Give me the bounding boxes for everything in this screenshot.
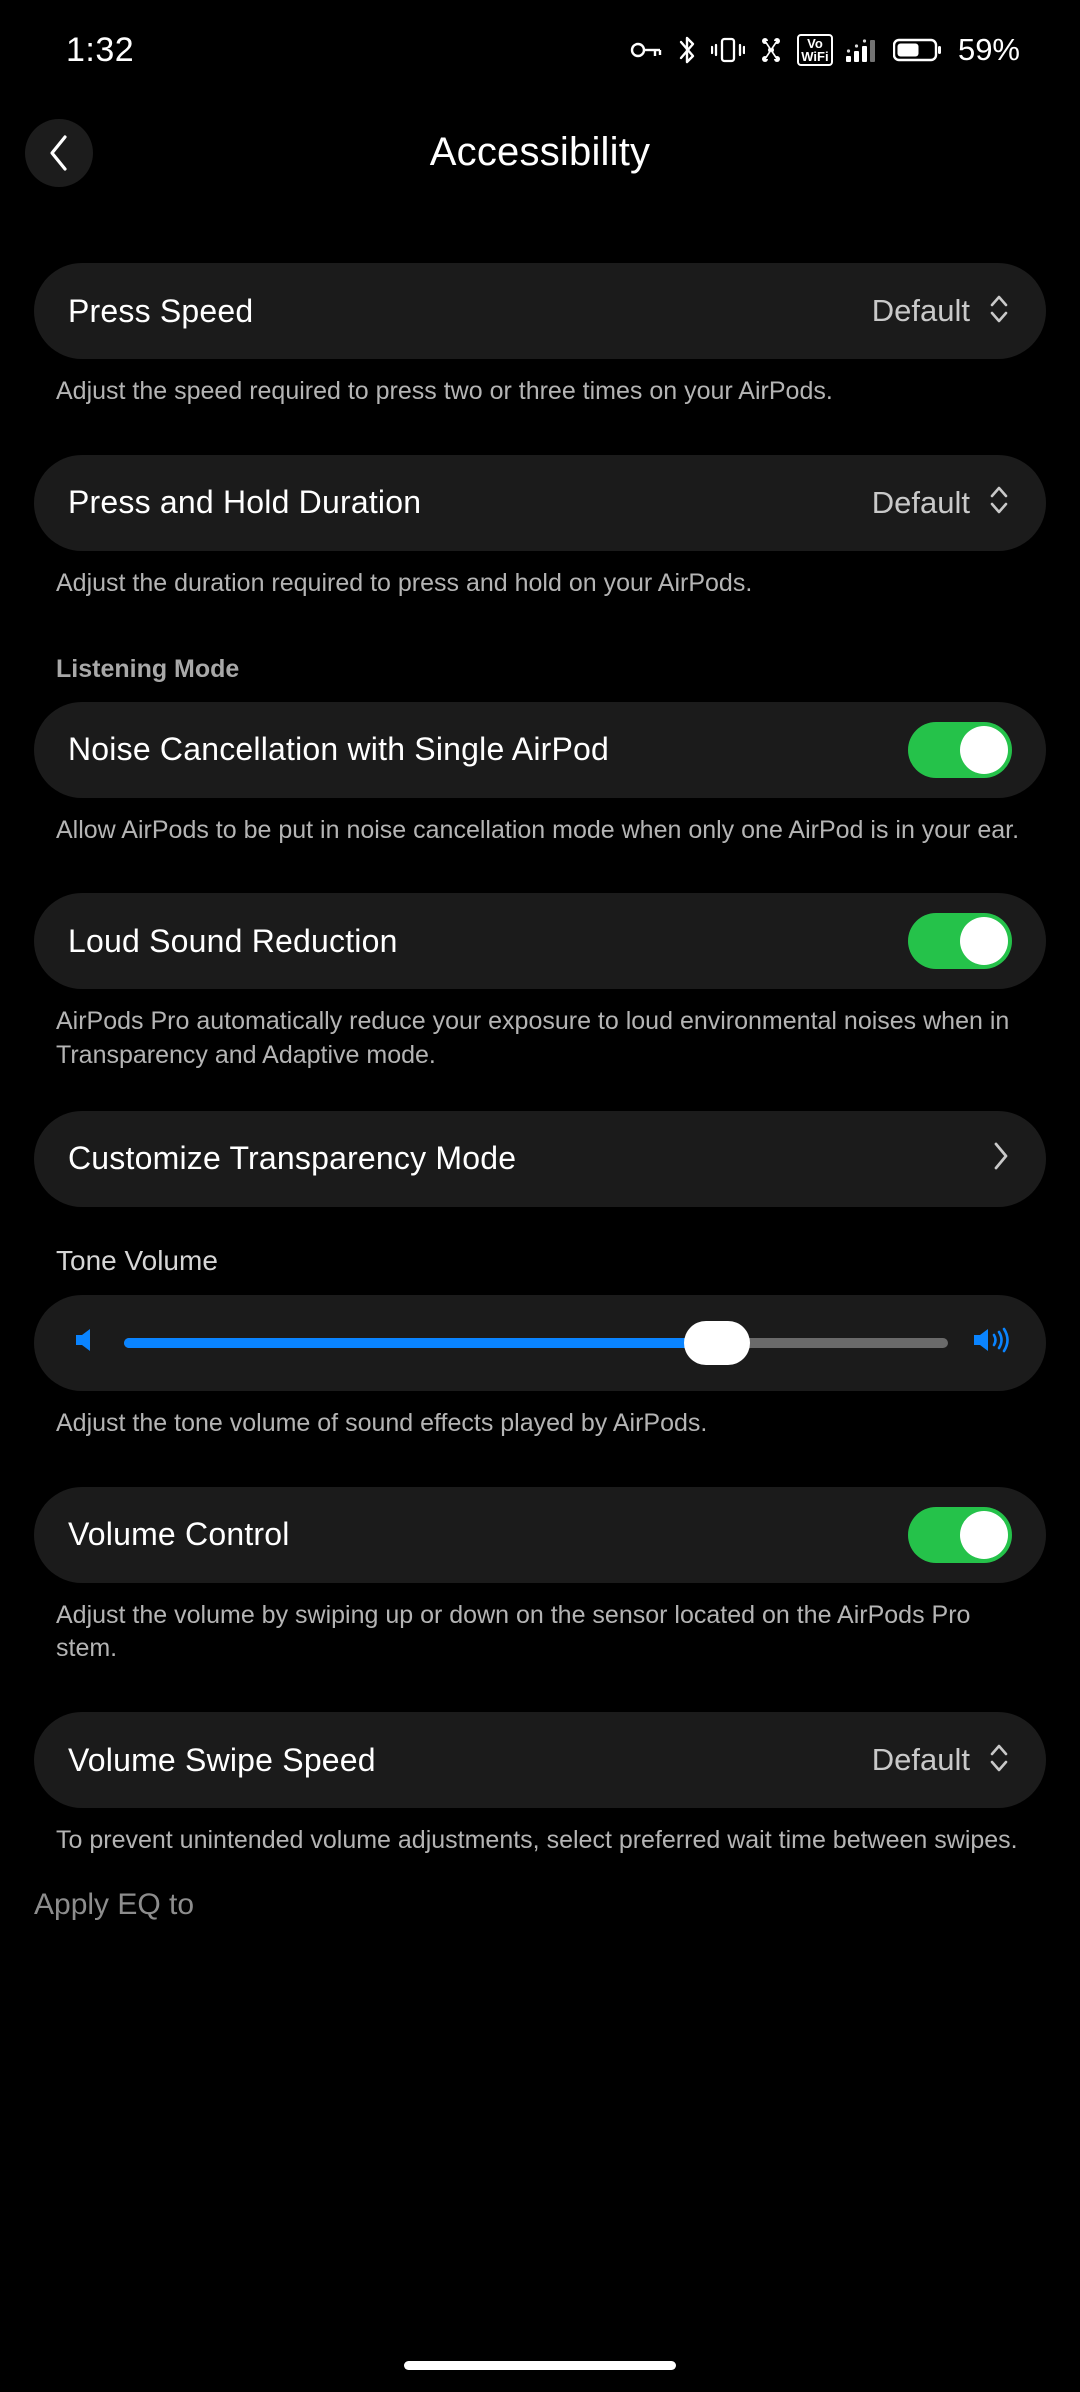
press-speed-desc: Adjust the speed required to press two or three times on your AirPods. (56, 377, 833, 405)
home-indicator[interactable] (404, 2361, 676, 2370)
loud-sound-reduction-desc: AirPods Pro automatically reduce your exposure to loud environmental noises when in Transparency and Adaptive mode. (56, 1007, 1010, 1069)
row-press-hold-duration[interactable] (34, 455, 1046, 551)
battery-percent: 59% (957, 32, 1020, 67)
loud-sound-reduction-toggle[interactable] (908, 913, 1012, 969)
section-listening-mode: Listening Mode (56, 654, 240, 683)
row-noise-cancellation[interactable] (34, 702, 1046, 798)
status-bar (0, 0, 1080, 100)
noise-cancellation-label: Noise Cancellation with Single AirPod (68, 731, 610, 767)
tone-volume-fill (124, 1338, 717, 1348)
volume-swipe-speed-value: Default (871, 1742, 970, 1777)
bluetooth-icon (676, 35, 698, 65)
apply-eq-to-label: Apply EQ to (34, 1887, 195, 1921)
tone-volume-track[interactable] (124, 1338, 948, 1348)
signal-icon (846, 36, 880, 64)
chevron-right-icon (990, 1138, 1012, 1179)
vibrate-icon (711, 36, 745, 64)
press-hold-desc: Adjust the duration required to press and hold on your AirPods. (56, 568, 753, 597)
press-speed-value-group[interactable] (872, 291, 1012, 332)
chevron-updown-icon (986, 291, 1012, 332)
press-speed-label: Press Speed (68, 292, 254, 329)
page-header (0, 100, 1080, 205)
volume-swipe-speed-value-group[interactable] (872, 1740, 1012, 1781)
loud-sound-reduction-label: Loud Sound Reduction (68, 922, 398, 959)
page-title: Accessibility (429, 130, 651, 174)
status-icon-group (629, 32, 1020, 68)
noise-cancellation-desc: Allow AirPods to be put in noise cancellation mode when only one AirPod is in your ear. (56, 815, 1020, 844)
key-icon (629, 38, 663, 62)
row-volume-swipe-speed[interactable] (34, 1712, 1046, 1808)
back-button[interactable] (25, 119, 93, 187)
settings-list (0, 263, 1080, 1858)
toggle-knob (960, 917, 1008, 965)
battery-icon (893, 37, 941, 63)
row-press-speed[interactable] (34, 263, 1046, 359)
row-customize-transparency-mode[interactable] (34, 1111, 1046, 1207)
volume-swipe-speed-desc: To prevent unintended volume adjustments, select preferred wait time between swipes. (56, 1826, 1018, 1854)
volume-swipe-speed-label: Volume Swipe Speed (68, 1741, 376, 1778)
chevron-updown-icon (986, 482, 1012, 523)
toggle-knob (960, 726, 1008, 774)
status-clock: 1:32 (66, 30, 135, 69)
press-hold-value-group[interactable] (872, 482, 1012, 523)
volume-control-label: Volume Control (68, 1516, 290, 1552)
tone-volume-slider-card[interactable] (34, 1295, 1046, 1391)
tone-volume-desc: Adjust the tone volume of sound effects played by AirPods. (56, 1408, 708, 1437)
volume-high-icon (970, 1323, 1012, 1362)
chevron-left-icon (46, 133, 72, 173)
tone-volume-thumb[interactable] (684, 1321, 750, 1365)
chevron-updown-icon (986, 1740, 1012, 1781)
nfc-icon (758, 36, 784, 64)
press-hold-value: Default (871, 484, 970, 520)
press-speed-value: Default (871, 293, 970, 328)
volume-control-desc: Adjust the volume by swiping up or down on the sensor located on the AirPods Pro stem. (56, 1600, 971, 1663)
volume-low-icon (68, 1323, 102, 1362)
row-volume-control[interactable] (34, 1487, 1046, 1583)
toggle-knob (960, 1511, 1008, 1559)
volume-control-toggle[interactable] (908, 1507, 1012, 1563)
customize-transparency-label: Customize Transparency Mode (68, 1140, 517, 1177)
tone-volume-label: Tone Volume (56, 1244, 218, 1276)
press-hold-label: Press and Hold Duration (68, 484, 422, 521)
row-loud-sound-reduction[interactable] (34, 893, 1046, 989)
noise-cancellation-toggle[interactable] (908, 722, 1012, 778)
vowifi-icon: Vo WiFi (797, 34, 833, 66)
